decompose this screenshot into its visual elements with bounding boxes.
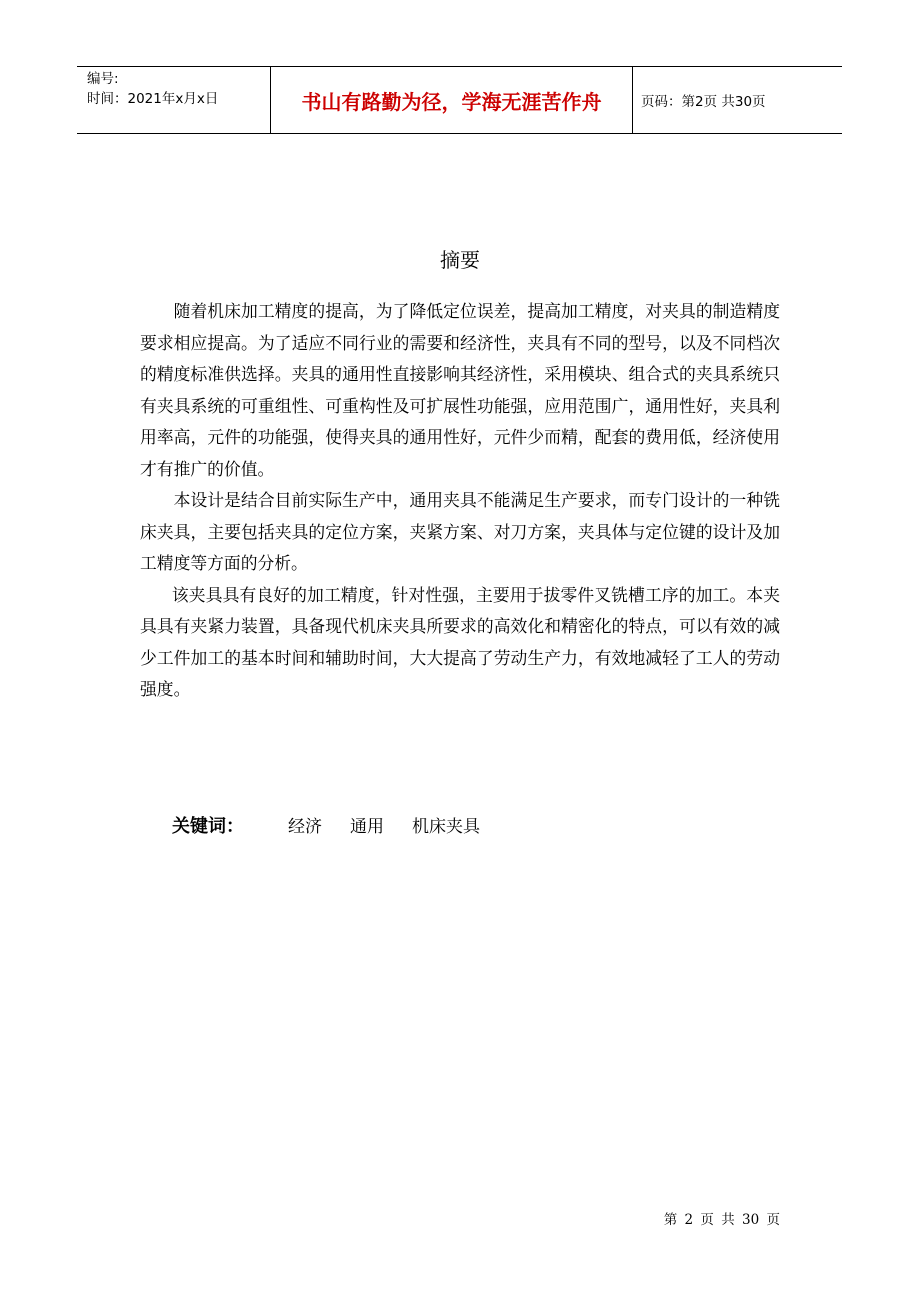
- page-header: [77, 66, 842, 134]
- keyword-item: 通用: [350, 817, 384, 837]
- keyword-item: 经济: [288, 817, 322, 837]
- keyword-item: 机床夹具: [412, 817, 480, 837]
- abstract-body: [140, 296, 780, 706]
- abstract-title: 摘要: [440, 248, 480, 272]
- keywords-line: [172, 812, 508, 838]
- header-page-info: 页码：第2页 共30页: [641, 94, 766, 110]
- abstract-paragraph-1: 随着机床加工精度的提高，为了降低定位误差，提高加工精度，对夹具的制造精度要求相应提高。为了适应不同行业的需要和经济性，夹具有不同的型号，以及不同档次的精度标准供选择。夹具的通用性直接影响其经济性，采用模块、组合式的夹具系统只有夹具系统的可重组性、可重构性及可扩展性功能强，应用范围广，通用性好，夹具利用率高，元件的功能强，使得夹具的通用性好，元件少而精，配套的费用低，经济使用才有推广的价值。: [140, 301, 780, 479]
- date-line: 时间：2021年x月x日: [87, 91, 219, 107]
- abstract-paragraph-3: 该夹具具有良好的加工精度，针对性强，主要用于拔零件叉铣槽工序的加工。本夹具具有夹紧力装置，具备现代机床夹具所要求的高效化和精密化的特点，可以有效的减少工件加工的基本时间和辅助时间，大大提高了劳动生产力，有效地减轻了工人的劳动强度。: [140, 584, 780, 699]
- page-footer: 第 2 页 共 30 页: [663, 1212, 780, 1228]
- header-meta-cell: [77, 67, 271, 133]
- keywords-label: 关键词：: [172, 816, 244, 837]
- abstract-paragraph-2: 本设计是结合目前实际生产中，通用夹具不能满足生产要求，而专门设计的一种铣床夹具，主要包括夹具的定位方案，夹紧方案、对刀方案，夹具体与定位键的设计及加工精度等方面的分析。: [140, 490, 780, 573]
- header-motto: 书山有路勤为径，学海无涯苦作舟: [271, 67, 633, 133]
- serial-number-label: 编号:: [87, 71, 119, 87]
